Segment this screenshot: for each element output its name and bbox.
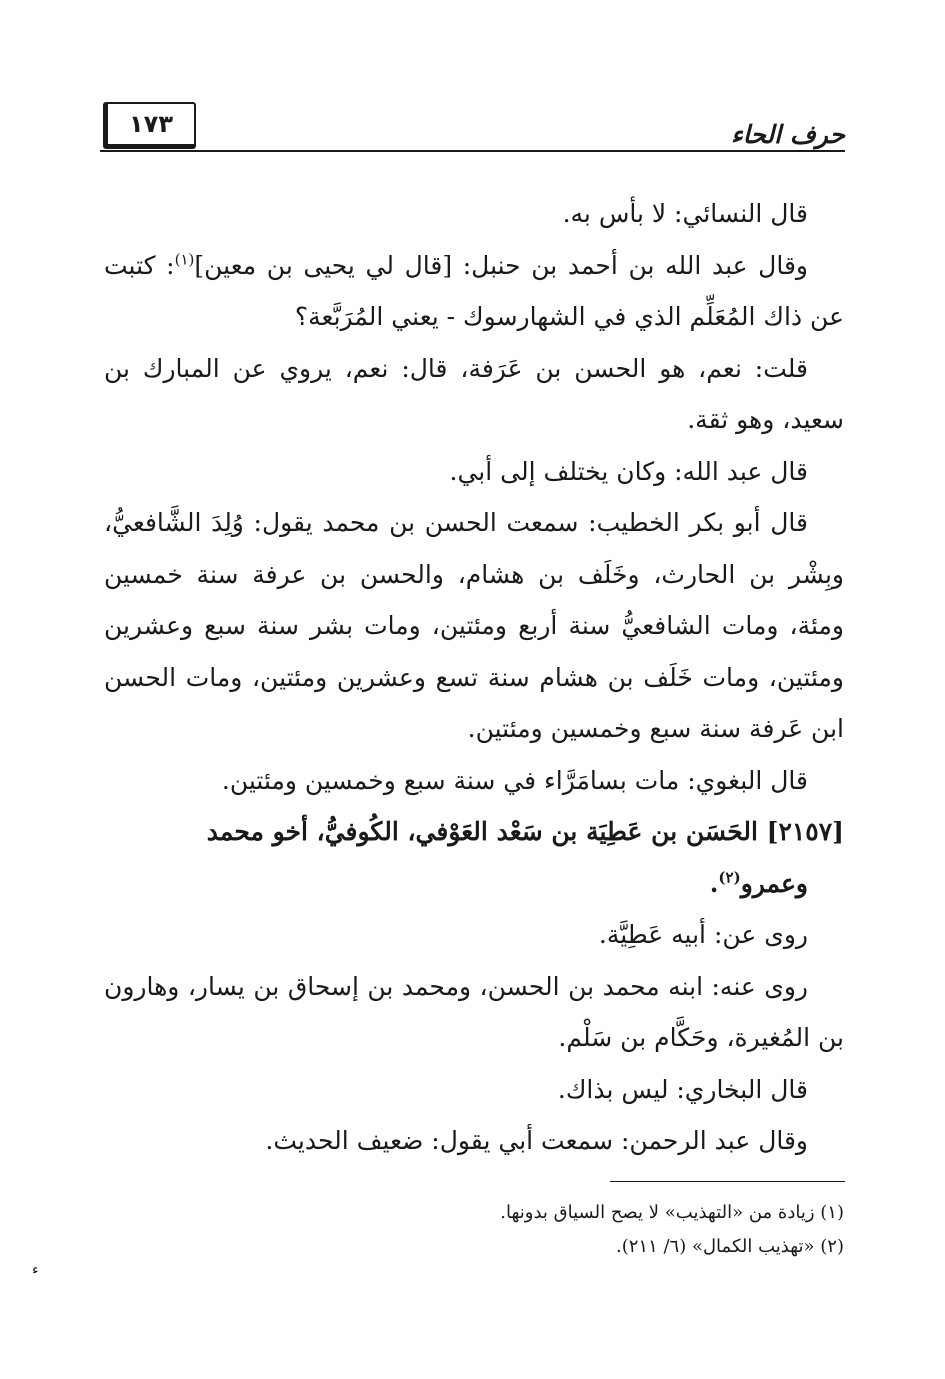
paragraph-text: : كتبت عن ذاك المُعَلِّم الذي في الشهارسوك - يعني المُرَبَّعة؟ [104, 250, 844, 331]
entry-heading [104, 806, 844, 909]
page-number-box [103, 102, 196, 149]
footnote-rule [610, 1181, 845, 1182]
paragraph: روى عنه: ابنه محمد بن الحسن، ومحمد بن إسحاق بن يسار، وهارون بن المُغيرة، وحَكَّام بن سَلْم. [104, 971, 844, 1052]
paragraph: وقال عبد الرحمن: سمعت أبي يقول: ضعيف الحديث. [265, 1126, 808, 1155]
paragraph: قال البخاري: ليس بذاك. [557, 1074, 808, 1104]
entry-heading-end: . [709, 868, 719, 898]
footnote-ref: (١) [174, 250, 195, 269]
entry-heading-text: وعمرو [740, 868, 808, 898]
running-head: حرف الحاء [731, 120, 845, 149]
footnote: (١) زيادة من «التهذيب» لا يصح السياق بدونها. [500, 1202, 844, 1223]
page-header [100, 92, 845, 154]
paragraph: قال النسائي: لا بأس به. [562, 199, 808, 228]
footnote-ref: (٢) [718, 868, 741, 887]
stray-mark: ء [32, 1262, 39, 1278]
entry-heading-continuation [104, 858, 844, 910]
paragraph [104, 240, 844, 343]
paragraph: روى عن: أبيه عَطِيَّة. [598, 920, 808, 949]
page-number: ١٧٣ [129, 110, 173, 138]
footnote: (٢) «تهذيب الكمال» (٦/ ٢١١). [615, 1236, 844, 1257]
paragraph: قلت: نعم، هو الحسن بن عَرَفة، قال: نعم، يروي عن المبارك بن سعيد، وهو ثقة. [104, 353, 844, 434]
header-rule [100, 150, 845, 152]
paragraph: قال عبد الله: وكان يختلف إلى أبي. [449, 456, 808, 486]
main-text [104, 188, 844, 1167]
footnotes [104, 1196, 844, 1264]
paragraph: قال أبو بكر الخطيب: سمعت الحسن بن محمد يقول: وُلِدَ الشَّافعيُّ، وبِشْر بن الحارث، وخَلَف بن هشام، والحسن بن عرفة سنة خمسين ومئة، ومات الشافعيُّ سنة أربع ومئتين، ومات بشر سنة سبع وعشرين ومئتين، ومات خَلَف بن هشام سنة تسع وعشرين ومئتين، ومات الحسن ابن عَرفة سنة سبع وخمسين ومئتين. [104, 508, 844, 743]
entry-heading-line: [٢١٥٧] الحَسَن بن عَطِيَة بن سَعْد العَوْفي، الكُوفيُّ، أخو محمد [206, 817, 844, 846]
paragraph-text: وقال عبد الله بن أحمد بن حنبل: [قال لي يحيى بن معين] [194, 250, 808, 280]
paragraph: قال البغوي: مات بسامَرَّاء في سنة سبع وخمسين ومئتين. [221, 765, 808, 795]
